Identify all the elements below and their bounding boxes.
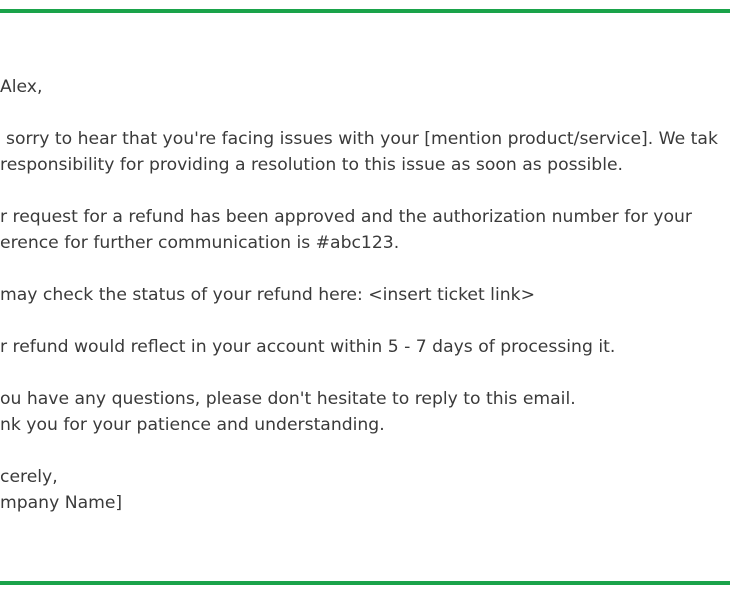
paragraph-5-line-1: ou have any questions, please don't hesitate to reply to this email. (0, 389, 576, 409)
paragraph-5-line-2: nk you for your patience and understanding. (0, 415, 385, 435)
bottom-green-rule (0, 581, 730, 585)
greeting-line: Alex, (0, 77, 43, 97)
paragraph-1-line-2: responsibility for providing a resolution to this issue as soon as possible. (0, 155, 624, 175)
paragraph-gap (0, 178, 730, 204)
paragraph-1-line-1: sorry to hear that you're facing issues with your [mention product/service]. We tak (6, 129, 718, 149)
paragraph-2-line-1: r request for a refund has been approved and the authorization number for your (0, 207, 692, 227)
paragraph-gap (0, 256, 730, 282)
top-green-rule (0, 9, 730, 13)
paragraph-gap (0, 360, 730, 386)
paragraph-4-line-1: r refund would reflect in your account within 5 - 7 days of processing it. (0, 337, 616, 357)
paragraph-gap (0, 308, 730, 334)
paragraph-2-line-2: erence for further communication is #abc123. (0, 233, 400, 253)
paragraph-gap (0, 100, 730, 126)
paragraph-gap (0, 438, 730, 464)
paragraph-3-line-1: may check the status of your refund here: <insert ticket link> (0, 285, 535, 305)
signature-line: mpany Name] (0, 493, 123, 513)
closing-line: cerely, (0, 467, 58, 487)
letter-body (0, 74, 730, 516)
